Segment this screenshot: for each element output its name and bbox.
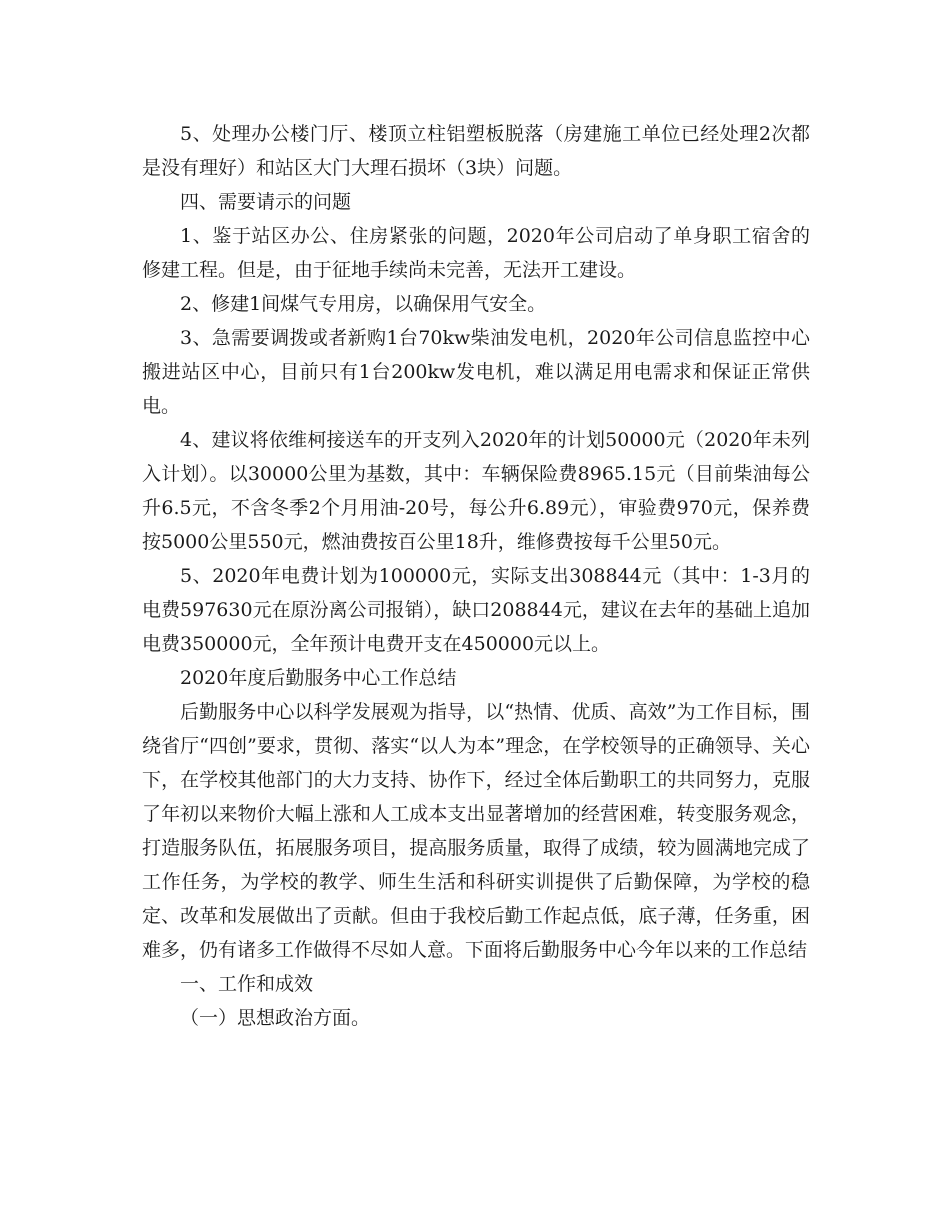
document-title-annual-summary: 2020年度后勤服务中心工作总结 (180, 667, 457, 689)
paragraph-item-5-facade-repair: 5、处理办公楼门厅、楼顶立柱铝塑板脱落（房建施工单位已经处理2次都是没有理好）和站区大门大理石损坏（3块）问题。 (142, 123, 810, 179)
paragraph-request-3-generator: 3、急需要调拨或者新购1台70kw柴油发电机，2020年公司信息监控中心搬进站区中心，目前只有1台200kw发电机，难以满足用电需求和保证正常供电。 (142, 327, 810, 417)
paragraph-summary-intro: 后勤服务中心以科学发展观为指导，以“热情、优质、高效”为工作目标，围绕省厅“四创”要求，贯彻、落实“以人为本”理念，在学校领导的正确领导、关心下，在学校其他部门的大力支持、协作下，经过全体后勤职工的共同努力，克服了年初以来物价大幅上涨和人工成本支出显著增加的经营困难，转变服务观念，打造服务队伍，拓展服务项目，提高服务质量，取得了成绩，较为圆满地完成了工作任务，为学校的教学、师生生活和科研实训提供了后勤保障，为学校的稳定、改革和发展做出了贡献。但由于我校后勤工作起点低，底子薄，任务重，困难多，仍有诸多工作做得不尽如人意。下面将后勤服务中心今年以来的工作总结 (142, 701, 810, 961)
paragraph-request-2-gas-room: 2、修建1间煤气专用房，以确保用气安全。 (180, 293, 547, 315)
subsection-heading-political: （一）思想政治方面。 (180, 1007, 371, 1029)
paragraph-request-5-electricity: 5、2020年电费计划为100000元，实际支出308844元（其中：1-3月的电费597630元在原汾离公司报销），缺口208844元，建议在去年的基础上追加电费350000元，全年预计电费开支在450000元以上。 (142, 565, 810, 655)
paragraph-request-4-shuttle-costs: 4、建议将依维柯接送车的开支列入2020年的计划50000元（2020年未列入计划）。以30000公里为基数，其中：车辆保险费8965.15元（目前柴油每公升6.5元，不含冬季2个月用油-20号，每公升6.89元），审验费970元，保养费按5000公里550元，燃油费按百公里18升，维修费按每千公里50元。 (142, 429, 810, 553)
paragraph-request-1-dormitory: 1、鉴于站区办公、住房紧张的问题，2020年公司启动了单身职工宿舍的修建工程。但是，由于征地手续尚未完善，无法开工建设。 (142, 225, 810, 281)
section-heading-work-results: 一、工作和成效 (180, 973, 314, 995)
section-heading-requests: 四、需要请示的问题 (180, 191, 352, 213)
document-body (142, 117, 810, 1035)
